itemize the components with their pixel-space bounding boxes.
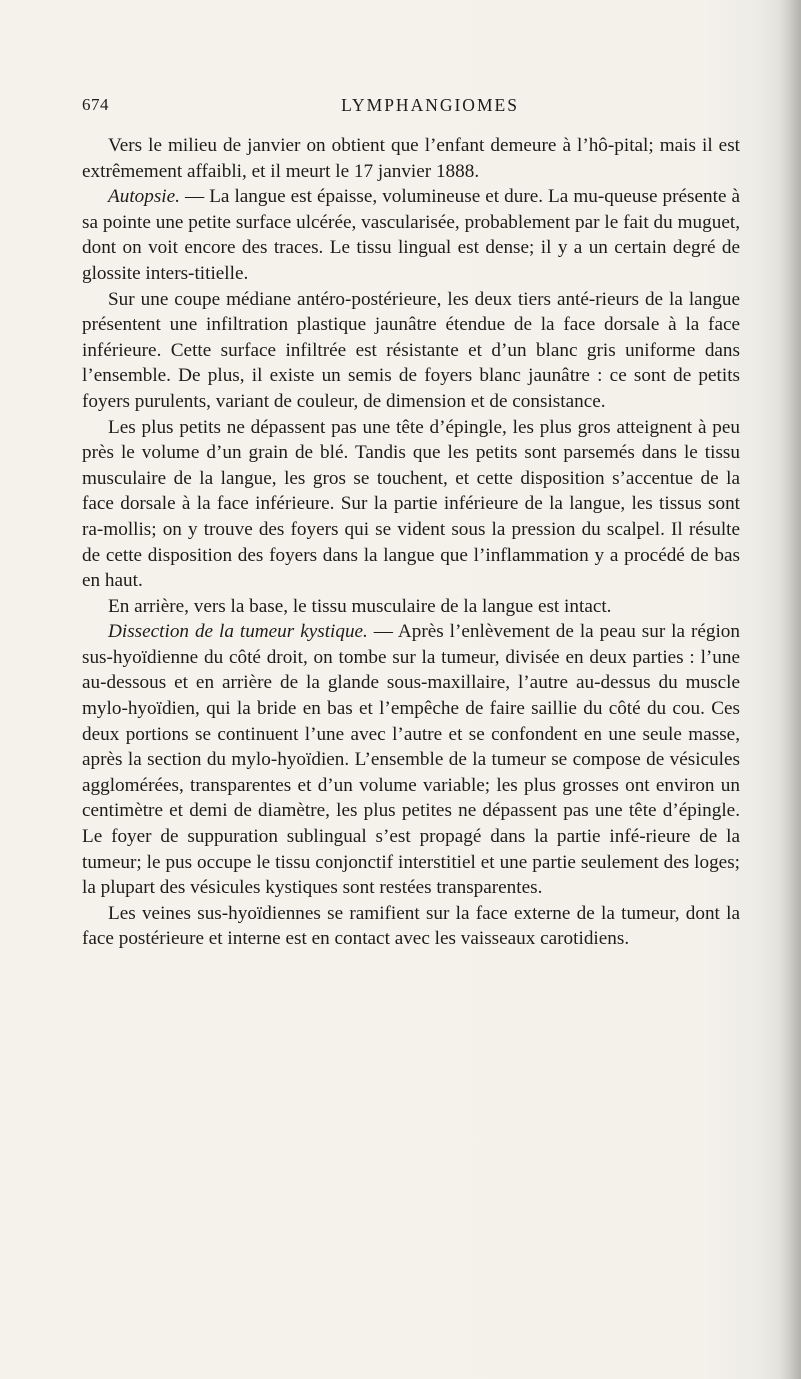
paragraph xyxy=(82,415,740,594)
page-edge-shadow xyxy=(779,0,801,1379)
body-text xyxy=(82,133,740,952)
paragraph-lead: Dissection de la tumeur kystique. xyxy=(108,621,368,643)
paragraph xyxy=(82,619,740,901)
paragraph-text: Les plus petits ne dépassent pas une tête d’épingle, les plus gros atteignent à peu près le volume d’un grain de blé. Tandis que les petits sont parsemés dans le tissu musculaire de la langue, les gros se touchent, et cette disposition s’accentue de la face dorsale à la face inférieure. Sur la partie inférieure de la langue, les tissus sont ra-mollis; on y trouve des foyers qui se vident sous la pression du scalpel. Il résulte de cette disposition des foyers dans la langue que l’inflammation y a procédé de bas en haut. xyxy=(82,416,740,592)
paragraph-text: — Après l’enlèvement de la peau sur la région sus-hyoïdienne du côté droit, on tombe sur la tumeur, divisée en deux parties : l’une au-dessous et en arrière de la glande sous-maxillaire, l’autre au-dessus du muscle mylo-hyoïdien, qui la bride en bas et l’empêche de faire saillie du côté du cou. Ces deux portions se continuent l’une avec l’autre et se confondent en une seule masse, après la section du mylo-hyoïdien. L’ensemble de la tumeur se compose de vésicules agglomérées, transparentes et d’un volume variable; les plus grosses ont environ un centimètre et demi de diamètre, les plus petites ne dépassent pas une tête d’épingle. Le foyer de suppuration sublingual s’est propagé dans la partie infé-rieure de la tumeur; le pus occupe le tissu conjonctif interstitiel et une partie seulement des loges; la plupart des vésicules kystiques sont restées transparentes. xyxy=(82,621,740,899)
paragraph-text: Vers le milieu de janvier on obtient que l’enfant demeure à l’hô-pital; mais il est extrêmement affaibli, et il meurt le 17 janvier 1888. xyxy=(82,135,740,182)
paragraph xyxy=(82,594,740,620)
running-title: LYMPHANGIOMES xyxy=(341,95,519,115)
paragraph xyxy=(82,901,740,952)
paragraph xyxy=(82,287,740,415)
paragraph-text: Les veines sus-hyoïdiennes se ramifient sur la face externe de la tumeur, dont la face postérieure et interne est en contact avec les vaisseaux carotidiens. xyxy=(82,902,740,950)
page-header xyxy=(0,95,801,119)
paragraph-text: Sur une coupe médiane antéro-postérieure, les deux tiers anté-rieurs de la langue présentent une infiltration plastique jaunâtre étendue de la face dorsale à la face inférieure. Cette surface infiltrée est résistante et d’un blanc gris uniforme dans l’ensemble. De plus, il existe un semis de foyers blanc jaunâtre : ce sont de petits foyers purulents, variant de couleur, de dimension et de consistance. xyxy=(82,288,740,412)
paragraph-text: En arrière, vers la base, le tissu musculaire de la langue est intact. xyxy=(108,595,612,617)
paragraph xyxy=(82,133,740,184)
paragraph xyxy=(82,184,740,286)
paragraph-lead: Autopsie. xyxy=(108,186,180,208)
paragraph-text: — La langue est épaisse, volumineuse et dure. La mu-queuse présente à sa pointe une petite surface ulcérée, vascularisée, probablement par le fait du muguet, dont on voit encore des traces. Le tissu lingual est dense; il y a un certain degré de glossite inters-titielle. xyxy=(82,186,740,284)
page-number: 674 xyxy=(82,95,109,114)
